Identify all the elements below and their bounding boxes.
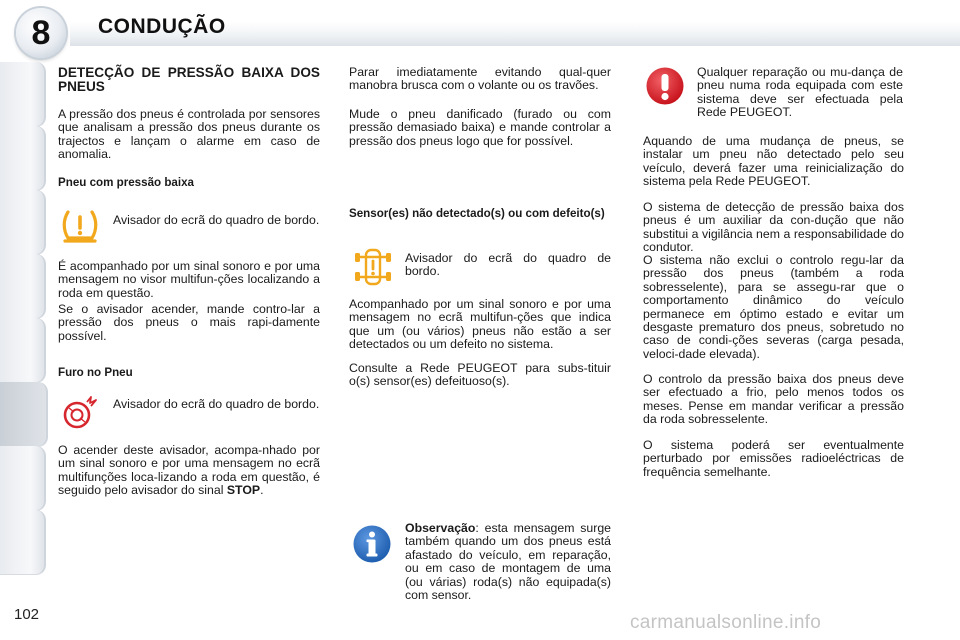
caution-text: Qualquer reparação ou mu-dança de pneu numa roda equipada com este sistema deve ser efectuada pela Rede PEUGEOT. [697,65,903,120]
chapter-title: CONDUÇÃO [98,15,226,38]
sensor-warning-text [405,252,611,279]
col3-text-2: O sistema de detecção de pressão baixa dos pneus é um auxiliar da con-dução que não substitui a vigilância nem a responsabilidade do condutor. [643,200,904,255]
intro-paragraph [58,108,320,162]
page-number: 102 [14,606,40,623]
chapter-tab[interactable] [0,126,46,191]
col3-paragraph-1 [643,135,904,189]
puncture-warning-text [113,398,320,411]
caution-note [697,66,903,120]
chapter-number-badge: 8 [16,8,66,58]
info-icon [352,524,392,564]
col3-paragraph-3 [643,254,904,361]
stop-paragraph-2 [349,108,611,148]
sensor-warning-label: Avisador do ecrã do quadro de bordo. [405,251,611,279]
stop-paragraph-1 [349,66,611,93]
low-pressure-heading: Pneu com pressão baixa [58,176,194,189]
sensor-fault-icon [352,246,394,288]
low-pressure-text-1: É acompanhado por um sinal sonoro e por uma mensagem no visor multifun-ções localizando a roda em questão. [58,259,320,300]
tyre-pressure-warning-icon [60,206,100,246]
low-pressure-text-2: Se o avisador acender, mande contro-lar a pressão dos pneus o mais rapi-damente possível. [58,302,320,343]
watermark: carmanualsonline.info [630,612,822,633]
observation-note-top [405,522,611,602]
observation-text: : esta mensagem surge também quando um dos pneus está afastado do veículo, em reparação, ou em caso de montagem de uma (ou várias) roda(s) não equipada(s) com sensor. [405,521,611,603]
chapter-tab[interactable] [0,318,46,383]
column-1 [58,66,320,94]
puncture-text [58,444,320,498]
stop-label: STOP [226,483,261,498]
col3-text-4: O controlo da pressão baixa dos pneus deve ser efectuado a frio, pelo menos todos os meses. Pense em mandar verificar a pressão da roda sobresselente. [643,372,904,427]
observation-note [405,522,611,602]
observation-label: Observação [405,521,476,535]
puncture-warning-label: Avisador do ecrã do quadro de bordo. [113,397,320,411]
col3-paragraph-4 [643,373,904,427]
puncture-text-end: . [260,483,264,498]
col3-paragraph-5 [643,439,904,479]
low-pressure-paragraph-2 [58,303,320,343]
col3-text-5: O sistema poderá ser eventualmente perturbado por emissões radioeléctricas de frequência semelhante. [643,438,904,479]
section-title: DETECÇÃO DE PRESSÃO BAIXA DOS PNEUS [58,65,320,94]
col3-paragraph-2 [643,201,904,255]
sensor-heading: Sensor(es) não detectado(s) ou com defeito(s) [349,207,605,220]
chapter-tab[interactable] [0,510,46,575]
puncture-text-body: O acender deste avisador, acompa-nhado por um sinal sonoro e por uma mensagem no ecrã multifunções loca-lizando a roda em questão, é seguido pelo avisador do sinal [58,443,320,498]
puncture-heading: Furo no Pneu [58,366,133,379]
intro-text: A pressão dos pneus é controlada por sensores que analisam a pressão dos pneus durante os trajectos e lançam o alarme em caso de anomalia. [58,107,320,162]
col3-text-1: Aquando de uma mudança de pneus, se instalar um pneu não detectado pelo seu veículo, deverá fazer uma reinicialização do sistema pela Rede PEUGEOT. [643,134,904,189]
col3-text-3: O sistema não exclui o controlo regu-lar da pressão dos pneus (também a roda sobresselente), para se assegu-rar que o comportamento dinâmico do veículo permanece em óptimo estado e evitar um desgaste prematuro dos pneus, sobretudo no caso de condi-ções severas (carga pesada, veloci-dade elevada). [643,253,904,361]
sensor-text-1: Acompanhado por um sinal sonoro e por uma mensagem no ecrã multifun-ções que indica que um (ou vários) pneus não estão a ser detectados ou um defeito no sistema. [349,297,611,352]
chapter-tab-active[interactable] [0,382,48,447]
caution-icon [645,66,685,106]
sensor-paragraph-2 [349,362,611,389]
stop-text-2: Mude o pneu danificado (furado ou com pressão demasiado baixa) e mande controlar a pressão dos pneus logo que for possível. [349,107,611,148]
low-pressure-paragraph-1 [58,260,320,300]
low-pressure-warning-text [113,214,320,227]
chapter-tabs [0,62,46,582]
puncture-paragraph [58,444,320,498]
sensor-text-2: Consulte a Rede PEUGEOT para subs-tituir o(s) sensor(es) defeituoso(s). [349,361,611,389]
chapter-tab[interactable] [0,190,46,255]
chapter-tab[interactable] [0,254,46,319]
chapter-tab[interactable] [0,62,46,127]
puncture-warning-icon [60,394,100,430]
chapter-tab[interactable] [0,446,46,511]
sensor-paragraph-1 [349,298,611,352]
low-pressure-warning-label: Avisador do ecrã do quadro de bordo. [113,213,320,227]
stop-text-1: Parar imediatamente evitando qual-quer manobra brusca com o volante ou os travões. [349,65,611,93]
